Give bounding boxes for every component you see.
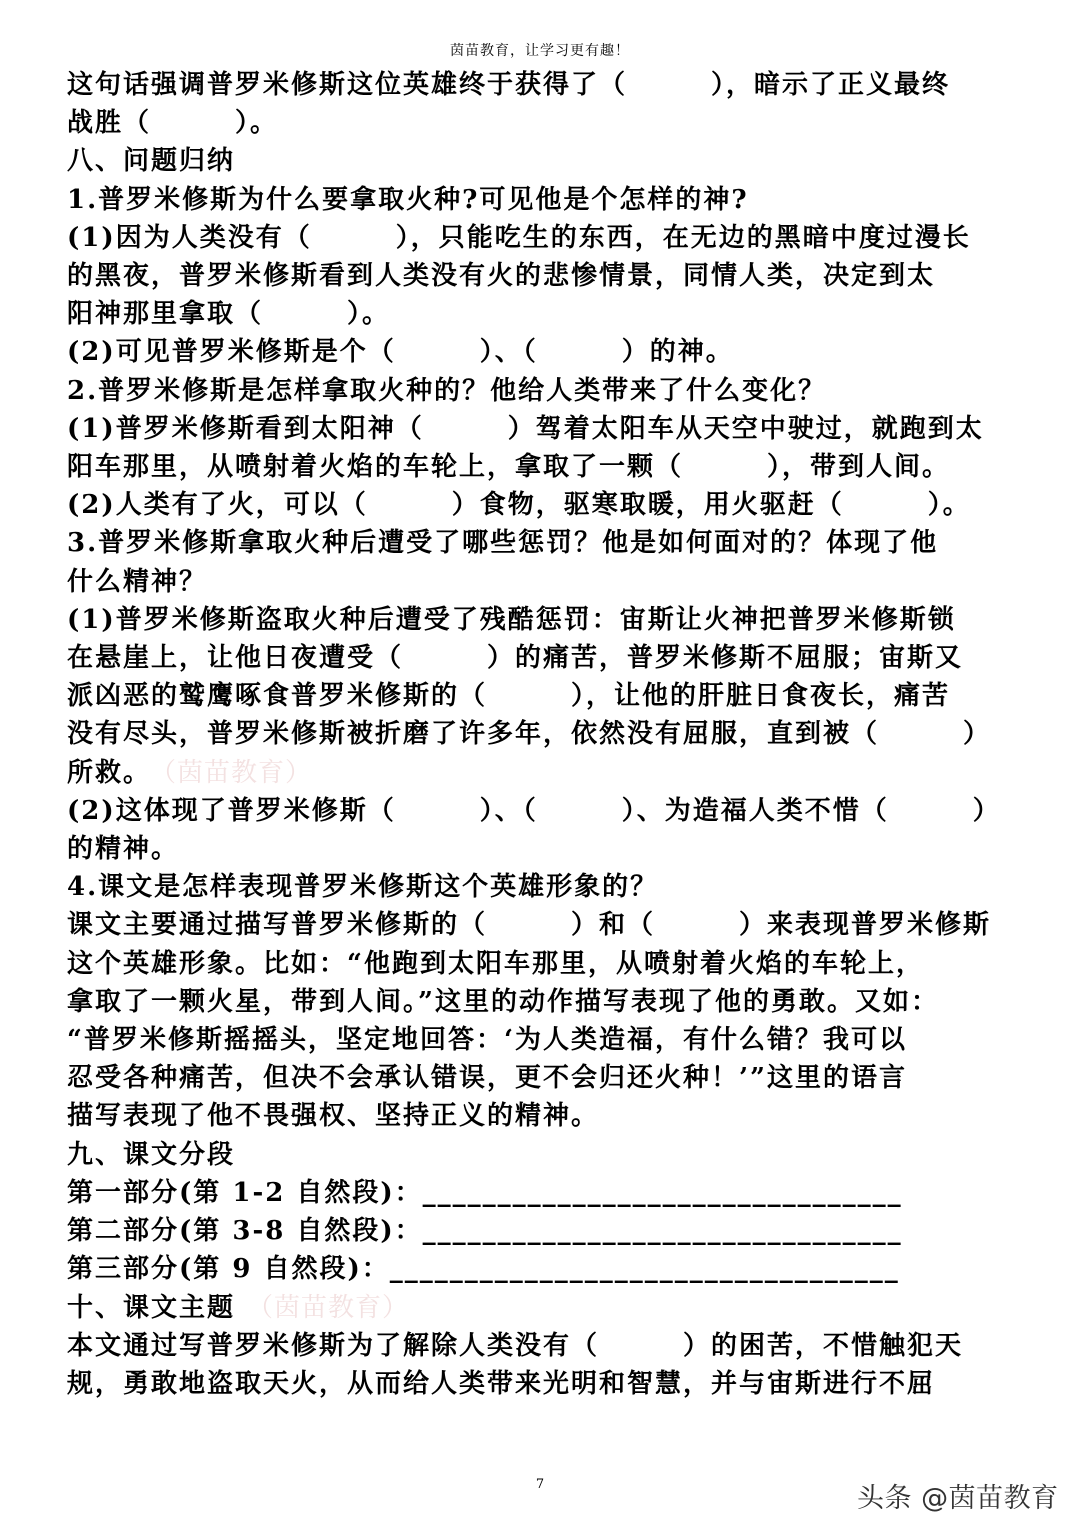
fill-in-line: 第一部分(第 1-2 自然段)：________________________________ (67, 1177, 903, 1208)
text-line: 没有尽头，普罗米修斯被折磨了许多年，依然没有屈服，直到被（ ） (67, 719, 992, 750)
fill-in-line: 第三部分(第 9 自然段)：__________________________________ (67, 1254, 900, 1285)
text-line: (1)普罗米修斯盗取火种后遭受了残酷惩罚：宙斯让火神把普罗米修斯锁 (67, 604, 956, 635)
text-line: 描写表现了他不畏强权、坚持正义的精神。 (67, 1101, 600, 1132)
section-heading: 九、课文分段 (67, 1139, 236, 1170)
text-line: (2)人类有了火，可以（ ）食物，驱寒取暖，用火驱赶（ ）。 (67, 490, 971, 521)
text-line: 阳车那里，从喷射着火焰的车轮上，拿取了一颗（ ），带到人间。 (67, 452, 951, 483)
text-line: 的黑夜，普罗米修斯看到人类没有火的悲惨情景，同情人类，决定到太 (67, 261, 936, 292)
text-line: 本文通过写普罗米修斯为了解除人类没有（ ）的困苦，不惜触犯天 (67, 1330, 964, 1361)
section-heading (67, 1289, 1027, 1327)
question-heading: 2.普罗米修斯是怎样拿取火种的？他给人类带来了什么变化？ (67, 375, 827, 406)
question-heading: 什么精神？ (67, 566, 208, 597)
document-body (67, 66, 1027, 1403)
fill-in-line: 第二部分(第 3-8 自然段)：________________________________ (67, 1216, 903, 1247)
question-heading: 1.普罗米修斯为什么要拿取火种?可见他是个怎样的神? (67, 184, 749, 215)
question-heading: 4.课文是怎样表现普罗米修斯这个英雄形象的？ (67, 872, 659, 903)
text-line: 派凶恶的鹫鹰啄食普罗米修斯的（ ），让他的肝脏日食夜长，痛苦 (67, 681, 951, 712)
text-line: 这句话强调普罗米修斯这位英雄终于获得了（ ），暗示了正义最终 (67, 70, 951, 100)
text-line: 战胜（ ）。 (67, 108, 279, 139)
text-line: 忍受各种痛苦，但决不会承认错误，更不会归还火种！’”这里的语言 (67, 1063, 908, 1094)
text-line: 的精神。 (67, 834, 180, 865)
section-heading-text: 十、课文主题 (67, 1292, 236, 1323)
text-line: (1)普罗米修斯看到太阳神（ ）驾着太阳车从天空中驶过，就跑到太 (67, 413, 984, 444)
question-heading: 3.普罗米修斯拿取火种后遭受了哪些惩罚？他是如何面对的？体现了他 (67, 528, 939, 559)
text-line-content: 所救。 (67, 757, 152, 788)
text-line: 在悬崖上，让他日夜遭受（ ）的痛苦，普罗米修斯不屈服；宙斯又 (67, 643, 964, 674)
watermark-text: （茵苗教育） (163, 757, 313, 788)
text-line: (1)因为人类没有（ ），只能吃生的东西，在无边的黑暗中度过漫长 (67, 222, 971, 253)
text-line: 规，勇敢地盗取天火，从而给人类带来光明和智慧，并与宙斯进行不屈 (67, 1368, 936, 1399)
text-line: 课文主要通过描写普罗米修斯的（ ）和（ ）来表现普罗米修斯 (67, 910, 992, 941)
text-line: 阳神那里拿取（ ）。 (67, 299, 391, 330)
text-line: (2)可见普罗米修斯是个（ ）、（ ）的神。 (67, 337, 734, 368)
text-line: (2)这体现了普罗米修斯（ ）、（ ）、为造福人类不惜（ ） (67, 795, 1001, 826)
brand-watermark: 头条 @茵苗教育 (857, 1483, 1059, 1514)
watermark-text: （茵苗教育） (247, 1292, 410, 1323)
text-line (67, 754, 1027, 792)
section-heading: 八、问题归纳 (67, 146, 236, 177)
text-line: “普罗米修斯摇摇头，坚定地回答：‘为人类造福，有什么错？我可以 (67, 1025, 908, 1056)
text-line: 拿取了一颗火星，带到人间。”这里的动作描写表现了他的勇敢。又如： (67, 986, 939, 1017)
page-header: 茵苗教育，让学习更有趣！ (450, 43, 630, 59)
page-number: 7 (535, 1477, 545, 1492)
text-line: 这个英雄形象。比如：“他跑到太阳车那里，从喷射着火焰的车轮上， (67, 948, 924, 979)
